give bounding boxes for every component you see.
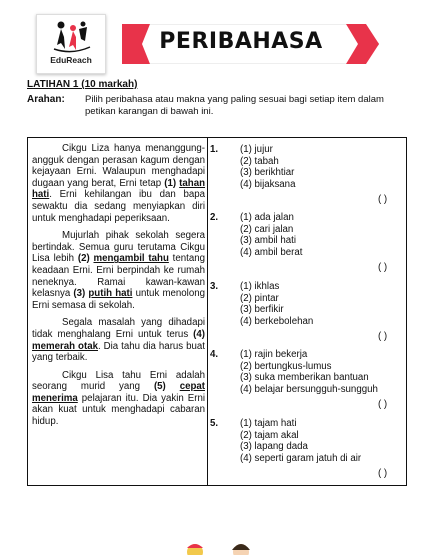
question-1 bbox=[210, 144, 405, 206]
answer-box[interactable]: ( ) bbox=[378, 331, 388, 342]
question-options bbox=[240, 212, 302, 258]
option-4[interactable]: (4) belajar bersungguh-sungguh bbox=[240, 383, 378, 395]
question-number: 5. bbox=[210, 418, 219, 429]
passage-paragraph-2 bbox=[32, 230, 205, 311]
passage-text-span: Cikgu Liza hanya menanggung-angguk dengan perasan kagum dengan kejayaan Erni. Walaupun menghadapi dugaan yang berat, Erni tetap bbox=[32, 143, 205, 189]
logo-text: EduReach bbox=[50, 55, 92, 65]
option-3[interactable]: (3) ambil hati bbox=[240, 235, 296, 247]
answer-box[interactable]: ( ) bbox=[378, 194, 388, 205]
page-title: PERIBAHASA bbox=[159, 29, 323, 54]
passage-text-span: . Dia tahu dia harus buat yang terbaik. bbox=[32, 340, 205, 364]
option-3[interactable]: (3) berfikir bbox=[240, 304, 284, 316]
underlined-phrase-4: memerah otak bbox=[32, 340, 98, 352]
option-3[interactable]: (3) lapang dada bbox=[240, 441, 308, 453]
section-title: LATIHAN 1 (10 markah) bbox=[27, 79, 138, 90]
item-number-3: (3) bbox=[73, 288, 89, 300]
underlined-phrase-2: mengambil tahu bbox=[93, 253, 169, 265]
item-number-5: (5) bbox=[153, 381, 180, 393]
passage-paragraph-4 bbox=[32, 370, 205, 428]
passage-text bbox=[32, 143, 205, 434]
passage-text-span: pelajaran itu. Dia yakin Erni akan kuat untuk menghadapi cabaran hidup. bbox=[32, 392, 205, 428]
page-header bbox=[36, 14, 379, 72]
answer-box[interactable]: ( ) bbox=[378, 468, 388, 479]
passage-text-span: Mujurlah pihak sekolah segera bertindak. Semua guru terutama Cikgu Lisa lebih bbox=[32, 230, 205, 265]
option-2[interactable]: (2) pintar bbox=[240, 292, 279, 304]
option-1[interactable]: (1) jujur bbox=[240, 144, 273, 155]
option-4[interactable]: (4) seperti garam jatuh di air bbox=[240, 452, 362, 464]
question-4 bbox=[210, 349, 405, 411]
passage-paragraph-1 bbox=[32, 143, 205, 224]
option-1[interactable]: (1) ikhlas bbox=[240, 281, 280, 292]
edureach-logo-icon bbox=[51, 19, 93, 53]
question-3 bbox=[210, 281, 405, 343]
instruction-label: Arahan: bbox=[27, 94, 65, 105]
answer-box[interactable]: ( ) bbox=[378, 262, 388, 273]
option-4[interactable]: (4) ambil berat bbox=[240, 246, 303, 258]
logo-card bbox=[36, 14, 106, 74]
option-2[interactable]: (2) tajam akal bbox=[240, 429, 299, 441]
item-number-1: (1) bbox=[164, 177, 180, 189]
item-number-2: (2) bbox=[77, 253, 94, 265]
column-divider bbox=[207, 138, 208, 485]
option-1[interactable]: (1) ada jalan bbox=[240, 212, 294, 223]
question-options bbox=[240, 349, 378, 395]
passage-paragraph-3 bbox=[32, 317, 205, 363]
teacher-figure-icon bbox=[228, 540, 254, 555]
question-2 bbox=[210, 212, 405, 274]
exercise-box bbox=[27, 137, 407, 486]
question-5 bbox=[210, 418, 405, 480]
question-options bbox=[240, 418, 361, 464]
option-3[interactable]: (3) berikhtiar bbox=[240, 167, 295, 179]
underlined-phrase-1: tahan hati bbox=[32, 177, 206, 201]
question-number: 3. bbox=[210, 281, 219, 292]
option-4[interactable]: (4) berkebolehan bbox=[240, 315, 314, 327]
question-options bbox=[240, 144, 295, 190]
passage-text-span: Cikgu Lisa tahu Erni adalah seorang murid yang bbox=[32, 369, 205, 393]
item-number-4: (4) bbox=[193, 328, 205, 340]
option-2[interactable]: (2) bertungkus-lumus bbox=[240, 360, 332, 372]
passage-text-span: untuk menolong Erni semasa di sekolah. bbox=[32, 288, 205, 311]
passage-text-span: Segala masalah yang dihadapi tidak menghalang Erni untuk terus bbox=[32, 317, 205, 340]
option-3[interactable]: (3) suka memberikan bantuan bbox=[240, 372, 369, 384]
answer-box[interactable]: ( ) bbox=[378, 399, 388, 410]
instruction-text: Pilih peribahasa atau makna yang paling sesuai bagi setiap item dalam petikan karangan di bawah ini. bbox=[85, 94, 384, 117]
option-2[interactable]: (2) cari jalan bbox=[240, 223, 294, 235]
student-figure-icon bbox=[182, 540, 208, 555]
question-number: 1. bbox=[210, 144, 219, 155]
option-4[interactable]: (4) bijaksana bbox=[240, 178, 296, 190]
option-2[interactable]: (2) tabah bbox=[240, 155, 279, 167]
underlined-phrase-5: cepat menerima bbox=[32, 381, 205, 404]
option-1[interactable]: (1) tajam hati bbox=[240, 418, 297, 429]
question-options bbox=[240, 281, 313, 327]
option-1[interactable]: (1) rajin bekerja bbox=[240, 349, 308, 360]
title-banner bbox=[122, 24, 379, 64]
underlined-phrase-3: putih hati bbox=[88, 288, 133, 300]
passage-text-span: . Erni kehilangan ibu dan bapa sewaktu dia sedang menyiapkan diri untuk menghadapi peperiksaan. bbox=[32, 189, 205, 224]
question-number: 4. bbox=[210, 349, 219, 360]
question-number: 2. bbox=[210, 212, 219, 223]
passage-text-span: tentang keadaan Erni. Erni berpindah ke rumah neneknya. Ramai kawan-kawan kelasnya bbox=[32, 253, 205, 300]
